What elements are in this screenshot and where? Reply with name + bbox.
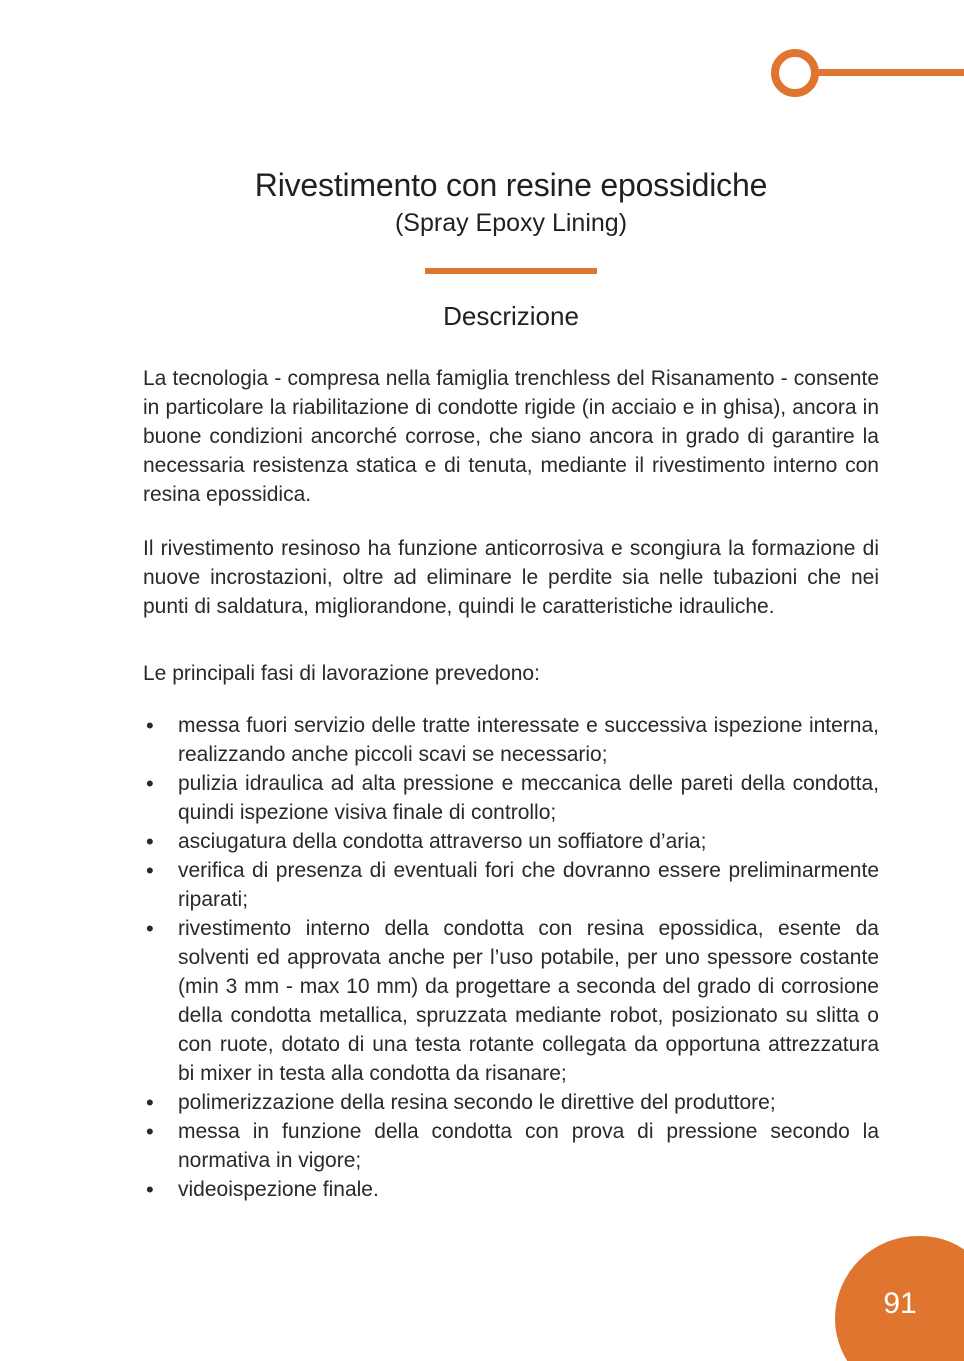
process-step-text: asciugatura della condotta attraverso un soffiatore d’aria;	[178, 830, 707, 853]
process-steps-list	[143, 711, 879, 1204]
process-step-item	[143, 1117, 879, 1175]
process-step-text: verifica di presenza di eventuali fori che dovranno essere preliminarmente riparati;	[178, 859, 879, 911]
process-step-item	[143, 1175, 879, 1204]
process-step-text: videoispezione finale.	[178, 1178, 379, 1201]
paragraph-1: La tecnologia - compresa nella famiglia trenchless del Risanamento - consente in particolare la riabilitazione di condotte rigide (in acciaio e in ghisa), ancora in buone condizioni ancorché corrose, che siano ancora in grado di garantire la necessaria resistenza statica e di tenuta, mediante il rivestimento interno con resina epossidica.	[143, 367, 879, 506]
process-step-item	[143, 711, 879, 769]
process-step-text: rivestimento interno della condotta con resina epossidica, esente da solventi ed approvata anche per l’uso potabile, per uno spessore costante (min 3 mm - max 10 mm) da progettare a seconda del grado di corrosione della condotta metallica, spruzzata mediante robot, posizionato su slitta o con ruote, dotato di una testa rotante collegata da opportuna attrezzatura bi mixer in testa alla condotta da risanare;	[178, 917, 879, 1085]
process-step-item	[143, 856, 879, 914]
content-column	[143, 0, 879, 1204]
process-step-item	[143, 827, 879, 856]
process-step-text: messa fuori servizio delle tratte interessate e successiva ispezione interna, realizzando anche piccoli scavi se necessario;	[178, 714, 879, 766]
process-step-text: pulizia idraulica ad alta pressione e meccanica delle pareti della condotta, quindi ispezione visiva finale di controllo;	[178, 772, 879, 824]
process-step-item	[143, 769, 879, 827]
section-heading: Descrizione	[443, 301, 579, 331]
body-text	[143, 364, 879, 1204]
process-step-text: polimerizzazione della resina secondo le direttive del produttore;	[178, 1091, 776, 1114]
process-step-text: messa in funzione della condotta con prova di pressione secondo la normativa in vigore;	[178, 1120, 879, 1172]
page-subtitle: (Spray Epoxy Lining)	[394, 209, 628, 237]
paragraph-2: Il rivestimento resinoso ha funzione anticorrosiva e scongiura la formazione di nuove incrostazioni, oltre ad eliminare le perdite sia nelle tubazioni che nei punti di saldatura, migliorandone, quindi le caratteristiche idrauliche.	[143, 537, 879, 618]
title-divider	[425, 268, 597, 274]
page-number: 91	[883, 1287, 917, 1320]
list-intro: Le principali fasi di lavorazione prevedono:	[143, 662, 540, 685]
process-step-item	[143, 1088, 879, 1117]
process-step-item	[143, 914, 879, 1088]
page-title: Rivestimento con resine epossidiche	[254, 167, 768, 203]
